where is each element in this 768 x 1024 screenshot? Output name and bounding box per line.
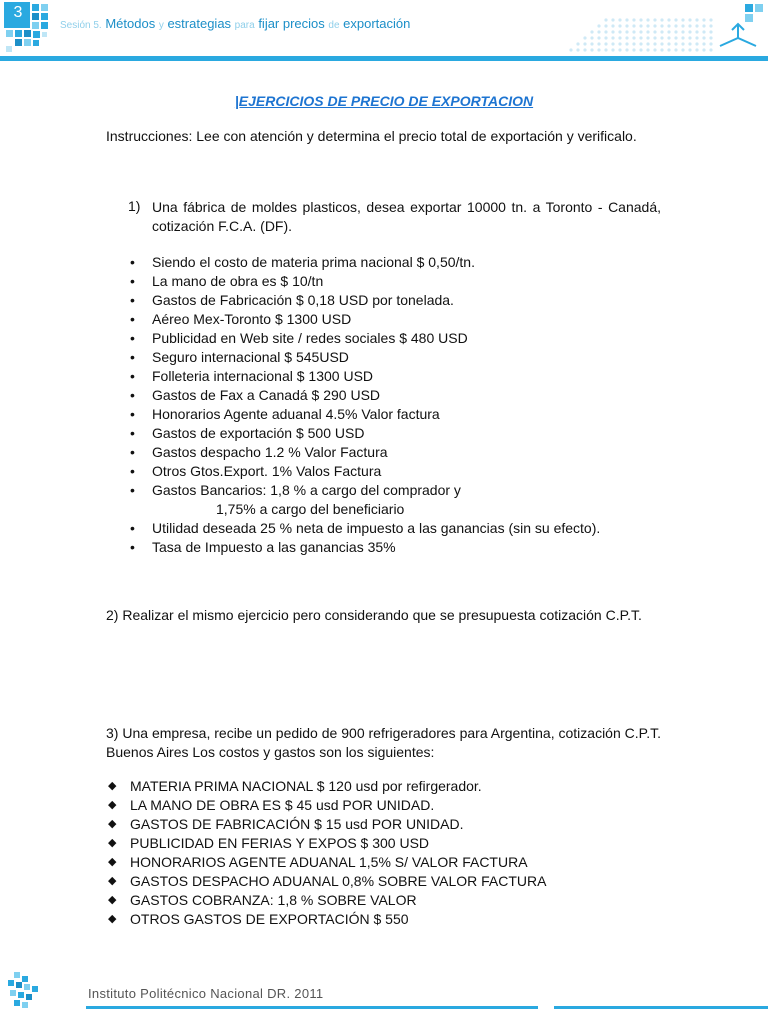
decor-dot bbox=[667, 24, 670, 27]
decor-dot bbox=[688, 24, 691, 27]
title-word: fijar precios bbox=[258, 16, 325, 31]
decor-dot bbox=[674, 36, 677, 39]
decor-dot bbox=[639, 24, 642, 27]
decor-dot bbox=[604, 48, 607, 51]
decor-dot bbox=[681, 30, 684, 33]
decor-dot bbox=[604, 36, 607, 39]
decor-dot bbox=[709, 36, 712, 39]
decor-dot bbox=[653, 24, 656, 27]
decor-dot bbox=[639, 18, 642, 21]
decor-dot bbox=[674, 42, 677, 45]
decor-dot bbox=[660, 18, 663, 21]
decor-dot bbox=[709, 18, 712, 21]
decor-dot bbox=[583, 48, 586, 51]
decor-dot bbox=[702, 30, 705, 33]
decor-dot bbox=[681, 36, 684, 39]
title-word: exportación bbox=[343, 16, 411, 31]
decor-dot bbox=[695, 42, 698, 45]
decor-dot bbox=[688, 30, 691, 33]
list-item: ◆ PUBLICIDAD EN FERIAS Y EXPOS $ 300 USD bbox=[108, 834, 547, 853]
list-item: • Siendo el costo de materia prima nacional $ 0,50/tn. bbox=[128, 253, 600, 272]
decor-dot bbox=[702, 36, 705, 39]
decor-dot bbox=[695, 30, 698, 33]
decor-dot bbox=[618, 24, 621, 27]
decor-dot bbox=[646, 18, 649, 21]
decor-dot bbox=[590, 30, 593, 33]
exercise-1-statement: Una fábrica de moldes plasticos, desea exportar 10000 tn. a Toronto - Canadá, cotización F.C.A. (DF). bbox=[152, 199, 661, 234]
dotted-pattern-decoration-icon bbox=[560, 2, 766, 58]
decor-dot bbox=[632, 18, 635, 21]
decor-dot bbox=[646, 30, 649, 33]
decor-dot bbox=[660, 42, 663, 45]
decor-dot bbox=[625, 24, 628, 27]
decor-dot bbox=[681, 24, 684, 27]
decor-dot bbox=[632, 42, 635, 45]
decor-dot bbox=[625, 42, 628, 45]
decor-dot bbox=[667, 36, 670, 39]
decor-dot bbox=[618, 18, 621, 21]
decor-dot bbox=[667, 42, 670, 45]
title-word: para bbox=[234, 20, 255, 31]
list-item: • La mano de obra es $ 10/tn bbox=[128, 272, 600, 291]
exercise-1-number: 1) bbox=[128, 198, 141, 214]
decor-dot bbox=[653, 48, 656, 51]
institute-name: Instituto Politécnico Nacional DR. 2011 bbox=[88, 986, 324, 1001]
decor-dot bbox=[583, 42, 586, 45]
list-item: • Tasa de Impuesto a las ganancias 35% bbox=[128, 538, 600, 557]
decor-dot bbox=[709, 48, 712, 51]
decor-dot bbox=[667, 48, 670, 51]
title-word: y bbox=[158, 20, 164, 31]
list-item: ◆ GASTOS DE FABRICACIÓN $ 15 usd POR UNIDAD. bbox=[108, 815, 547, 834]
list-item: ◆ GASTOS DESPACHO ADUANAL 0,8% SOBRE VALOR FACTURA bbox=[108, 872, 547, 891]
list-item: • Seguro internacional $ 545USD bbox=[128, 348, 600, 367]
session-prefix: Sesión 5. bbox=[60, 20, 102, 31]
decor-dot bbox=[597, 24, 600, 27]
decor-dot bbox=[618, 48, 621, 51]
decor-dot bbox=[695, 24, 698, 27]
title-word: de bbox=[328, 20, 340, 31]
decor-dot bbox=[709, 24, 712, 27]
decor-dot bbox=[653, 42, 656, 45]
decor-dot bbox=[632, 36, 635, 39]
decor-dot bbox=[667, 18, 670, 21]
decor-dot bbox=[702, 48, 705, 51]
footer-divider bbox=[86, 1006, 538, 1009]
list-item: ◆ MATERIA PRIMA NACIONAL $ 120 usd por refirgerador. bbox=[108, 777, 547, 796]
list-item: ◆ LA MANO DE OBRA ES $ 45 usd POR UNIDAD. bbox=[108, 796, 547, 815]
list-item: • Publicidad en Web site / redes sociales $ 480 USD bbox=[128, 329, 600, 348]
session-number-badge: 3 bbox=[13, 4, 23, 21]
decor-dot bbox=[667, 30, 670, 33]
decor-dot bbox=[688, 42, 691, 45]
decor-dot bbox=[618, 36, 621, 39]
list-item: • Gastos Bancarios: 1,8 % a cargo del comprador y bbox=[128, 481, 600, 500]
exercise-3-cost-list bbox=[108, 777, 547, 929]
decor-dot bbox=[597, 36, 600, 39]
decor-dot bbox=[604, 18, 607, 21]
decor-dot bbox=[653, 18, 656, 21]
decor-dot bbox=[688, 18, 691, 21]
decor-dot bbox=[709, 42, 712, 45]
decor-dot bbox=[674, 30, 677, 33]
list-item: • Folleteria internacional $ 1300 USD bbox=[128, 367, 600, 386]
decor-dot bbox=[569, 48, 572, 51]
decor-dot bbox=[695, 18, 698, 21]
decor-dot bbox=[688, 48, 691, 51]
decor-dot bbox=[646, 24, 649, 27]
decor-dot bbox=[604, 30, 607, 33]
decor-dot bbox=[618, 42, 621, 45]
list-item: • Gastos de Fax a Canadá $ 290 USD bbox=[128, 386, 600, 405]
decor-dot bbox=[702, 18, 705, 21]
decor-dot bbox=[653, 30, 656, 33]
decor-dot bbox=[695, 48, 698, 51]
exercise-1-cost-list bbox=[128, 253, 600, 557]
decor-dot bbox=[604, 42, 607, 45]
decor-dot bbox=[611, 36, 614, 39]
decor-dot bbox=[639, 30, 642, 33]
decor-dot bbox=[576, 42, 579, 45]
decor-dot bbox=[681, 48, 684, 51]
decor-dot bbox=[674, 18, 677, 21]
decor-dot bbox=[681, 18, 684, 21]
decor-dot bbox=[632, 24, 635, 27]
exercise-2-statement: 2) Realizar el mismo ejercicio pero considerando que se presupuesta cotización C.P.T. bbox=[106, 607, 642, 623]
decor-dot bbox=[653, 36, 656, 39]
decor-dot bbox=[646, 42, 649, 45]
decor-dot bbox=[639, 36, 642, 39]
list-item: • Utilidad deseada 25 % neta de impuesto a las ganancias (sin su efecto). bbox=[128, 519, 600, 538]
session-title bbox=[60, 16, 410, 31]
decor-dot bbox=[681, 42, 684, 45]
decor-dot bbox=[709, 30, 712, 33]
list-item: ◆ HONORARIOS AGENTE ADUANAL 1,5% S/ VALOR FACTURA bbox=[108, 853, 547, 872]
decor-dot bbox=[611, 30, 614, 33]
list-item: • Gastos de Fabricación $ 0,18 USD por tonelada. bbox=[128, 291, 600, 310]
decor-dot bbox=[583, 36, 586, 39]
footer-mosaic-logo-icon bbox=[6, 972, 42, 1012]
list-item: • Otros Gtos.Export. 1% Valos Factura bbox=[128, 462, 600, 481]
decor-dot bbox=[625, 36, 628, 39]
decor-dot bbox=[660, 36, 663, 39]
header-divider bbox=[0, 56, 768, 61]
decor-dot bbox=[688, 36, 691, 39]
decor-dot bbox=[639, 48, 642, 51]
decor-dot bbox=[632, 30, 635, 33]
decor-dot bbox=[674, 24, 677, 27]
decor-dot bbox=[625, 18, 628, 21]
decor-dot bbox=[702, 42, 705, 45]
page-header bbox=[0, 0, 768, 62]
decor-dot bbox=[660, 30, 663, 33]
decor-dot bbox=[590, 48, 593, 51]
decor-dot bbox=[646, 36, 649, 39]
decor-dot bbox=[611, 24, 614, 27]
list-item: ◆ OTROS GASTOS DE EXPORTACIÓN $ 550 bbox=[108, 910, 547, 929]
decor-dot bbox=[625, 48, 628, 51]
instructions-paragraph: Instrucciones: Lee con atención y determina el precio total de exportación y verificalo. bbox=[106, 128, 637, 144]
decor-dot bbox=[604, 24, 607, 27]
decor-dot bbox=[590, 42, 593, 45]
decor-dot bbox=[674, 48, 677, 51]
decor-dot bbox=[660, 48, 663, 51]
decor-dot bbox=[576, 48, 579, 51]
decor-dot bbox=[597, 42, 600, 45]
decor-dot bbox=[618, 30, 621, 33]
document-title: |EJERCICIOS DE PRECIO DE EXPORTACION bbox=[234, 93, 534, 109]
decor-dot bbox=[611, 42, 614, 45]
list-item: • Gastos despacho 1.2 % Valor Factura bbox=[128, 443, 600, 462]
decor-dot bbox=[646, 48, 649, 51]
decor-dot bbox=[611, 18, 614, 21]
list-item-continuation: 1,75% a cargo del beneficiario bbox=[216, 501, 405, 517]
title-word: Métodos bbox=[105, 16, 156, 31]
decor-dot bbox=[639, 42, 642, 45]
list-item: • Honorarios Agente aduanal 4.5% Valor factura bbox=[128, 405, 600, 424]
decor-dot bbox=[625, 30, 628, 33]
decor-dot bbox=[632, 48, 635, 51]
title-word: estrategias bbox=[167, 16, 232, 31]
decor-dot bbox=[597, 48, 600, 51]
decor-dot bbox=[702, 24, 705, 27]
footer-divider bbox=[554, 1006, 768, 1009]
decor-dot bbox=[660, 24, 663, 27]
list-item: • Gastos de exportación $ 500 USD bbox=[128, 424, 600, 443]
decor-dot bbox=[597, 30, 600, 33]
exercise-3-statement: 3) Una empresa, recibe un pedido de 900 refrigeradores para Argentina, cotización C.P.T. Buenos Aires Los costos y gastos son los siguientes: bbox=[106, 725, 661, 760]
decor-dot bbox=[590, 36, 593, 39]
list-item: • Aéreo Mex-Toronto $ 1300 USD bbox=[128, 310, 600, 329]
decor-dot bbox=[695, 36, 698, 39]
list-item: ◆ GASTOS COBRANZA: 1,8 % SOBRE VALOR bbox=[108, 891, 547, 910]
decor-dot bbox=[611, 48, 614, 51]
